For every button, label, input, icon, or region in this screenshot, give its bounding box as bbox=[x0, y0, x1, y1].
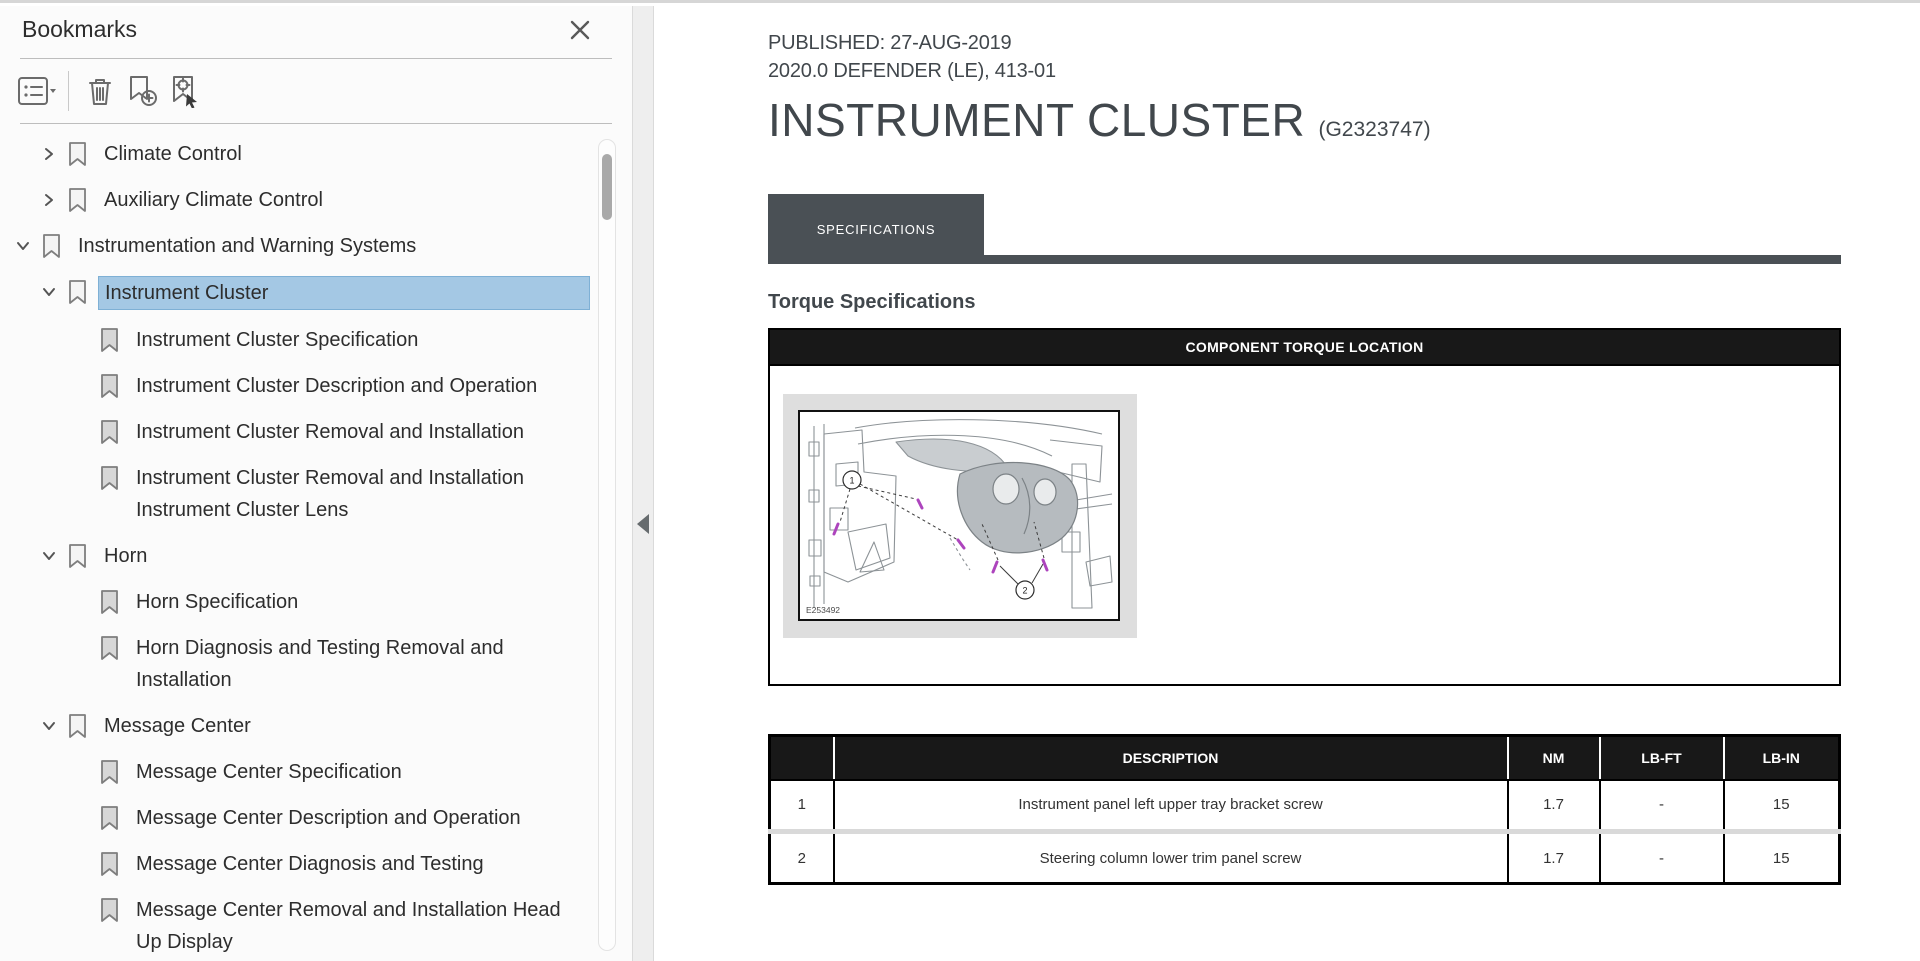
chevron-down-icon[interactable] bbox=[34, 710, 64, 742]
collapse-panel-icon[interactable] bbox=[637, 514, 649, 534]
bookmark-label: Message Center bbox=[104, 715, 251, 737]
model-line: 2020.0 DEFENDER (LE), 413-01 bbox=[768, 60, 1056, 82]
bookmark-icon bbox=[96, 894, 122, 926]
page-title-code: (G2323747) bbox=[1318, 118, 1431, 141]
bookmark-item[interactable] bbox=[0, 848, 632, 880]
bookmark-item[interactable] bbox=[0, 230, 632, 262]
bookmark-label: Climate Control bbox=[104, 143, 242, 165]
table-cell: 1 bbox=[770, 780, 834, 832]
torque-screws-1 bbox=[834, 500, 964, 548]
bookmark-item[interactable] bbox=[0, 324, 632, 356]
sidebar-scrollbar[interactable] bbox=[598, 139, 616, 951]
torque-location-illustration bbox=[798, 410, 1120, 621]
bookmark-label: Instrument Cluster Description and Operation bbox=[136, 375, 538, 397]
bookmark-item[interactable] bbox=[0, 138, 632, 170]
bookmark-label: Horn Specification bbox=[136, 591, 299, 613]
table-cell: 15 bbox=[1724, 780, 1840, 832]
sidebar-scrollbar-thumb[interactable] bbox=[602, 154, 612, 220]
bookmark-item[interactable] bbox=[0, 184, 632, 216]
bookmark-label: Horn bbox=[104, 545, 148, 567]
bookmark-label: Message Center Removal and Installation Head Up Display bbox=[136, 899, 561, 953]
table-header-cell: NM bbox=[1508, 736, 1600, 780]
chevron-right-icon[interactable] bbox=[34, 138, 64, 170]
table-header-cell: LB-IN bbox=[1724, 736, 1840, 780]
torque-spec-table bbox=[768, 734, 1841, 885]
toolbar-separator bbox=[68, 71, 69, 111]
bookmark-icon bbox=[96, 632, 122, 664]
component-torque-location-box bbox=[768, 328, 1841, 686]
bookmark-label: Instrument Cluster Removal and Installation bbox=[136, 421, 524, 443]
tab-bar bbox=[768, 194, 1841, 264]
bookmark-icon bbox=[96, 370, 122, 402]
bookmarks-toolbar bbox=[0, 59, 632, 123]
bookmark-label: Message Center Description and Operation bbox=[136, 807, 521, 829]
bookmarks-panel-title: Bookmarks bbox=[22, 16, 138, 42]
locate-bookmark-button[interactable] bbox=[163, 70, 205, 112]
bookmark-item[interactable] bbox=[0, 710, 632, 742]
close-icon[interactable] bbox=[566, 16, 594, 44]
bookmark-item[interactable] bbox=[0, 416, 632, 448]
callout-2-label: 2 bbox=[1022, 585, 1028, 596]
bookmark-item[interactable] bbox=[0, 802, 632, 834]
chevron-down-icon[interactable] bbox=[34, 540, 64, 572]
delete-bookmark-button[interactable] bbox=[79, 70, 121, 112]
table-header-cell bbox=[770, 736, 834, 780]
bookmark-item[interactable] bbox=[0, 632, 632, 696]
table-cell: 1.7 bbox=[1508, 832, 1600, 884]
panel-splitter[interactable] bbox=[632, 6, 654, 961]
bookmark-label: Instrument Cluster bbox=[98, 276, 590, 310]
trash-icon bbox=[85, 75, 115, 107]
figure-header: COMPONENT TORQUE LOCATION bbox=[770, 330, 1839, 366]
bookmark-icon bbox=[96, 324, 122, 356]
instrument-panel-line-art bbox=[800, 412, 1118, 619]
bookmarks-panel bbox=[0, 6, 632, 961]
bookmark-plus-icon bbox=[125, 74, 159, 108]
table-cell: Instrument panel left upper tray bracket screw bbox=[834, 780, 1508, 832]
add-bookmark-button[interactable] bbox=[121, 70, 163, 112]
bookmark-icon bbox=[38, 230, 64, 262]
bookmark-target-icon bbox=[167, 74, 201, 108]
bookmark-icon bbox=[96, 802, 122, 834]
bookmark-label: Message Center Diagnosis and Testing bbox=[136, 853, 484, 875]
bookmark-icon bbox=[64, 710, 90, 742]
bookmark-icon bbox=[64, 138, 90, 170]
bookmark-item[interactable] bbox=[0, 586, 632, 618]
bookmark-icon bbox=[96, 462, 122, 494]
torque-location-image[interactable] bbox=[783, 394, 1137, 638]
table-cell: - bbox=[1600, 780, 1724, 832]
document-pane bbox=[654, 6, 1917, 961]
bookmark-options-button[interactable] bbox=[16, 70, 58, 112]
bookmark-item[interactable] bbox=[0, 462, 632, 526]
bookmark-label: Horn Diagnosis and Testing Removal and Installation bbox=[136, 637, 504, 691]
bookmarks-tree bbox=[0, 124, 632, 958]
bookmark-icon bbox=[64, 540, 90, 572]
bookmark-item[interactable] bbox=[0, 540, 632, 572]
bookmark-icon bbox=[64, 276, 90, 308]
tab-specifications[interactable]: SPECIFICATIONS bbox=[768, 194, 984, 264]
bookmarks-header bbox=[0, 6, 632, 58]
figure-body bbox=[770, 366, 1839, 684]
bookmark-label: Message Center Specification bbox=[136, 761, 402, 783]
bookmark-label: Instrument Cluster Removal and Installation Instrument Cluster Lens bbox=[136, 467, 524, 521]
bookmark-label: Auxiliary Climate Control bbox=[104, 189, 323, 211]
chevron-down-icon[interactable] bbox=[8, 230, 38, 262]
page-title: INSTRUMENT CLUSTER (G2323747) bbox=[768, 94, 1431, 146]
bookmark-icon bbox=[96, 416, 122, 448]
bookmark-item[interactable] bbox=[0, 894, 632, 958]
table-cell: 1.7 bbox=[1508, 780, 1600, 832]
bookmark-icon bbox=[96, 848, 122, 880]
table-cell: Steering column lower trim panel screw bbox=[834, 832, 1508, 884]
dropdown-caret-icon bbox=[50, 89, 56, 93]
table-cell: 15 bbox=[1724, 832, 1840, 884]
bookmark-label: Instrumentation and Warning Systems bbox=[78, 235, 417, 257]
callout-1-label: 1 bbox=[849, 475, 855, 486]
bookmark-label: Instrument Cluster Specification bbox=[136, 329, 419, 351]
bookmark-icon bbox=[64, 184, 90, 216]
bookmark-item[interactable] bbox=[0, 276, 632, 310]
bookmark-item[interactable] bbox=[0, 756, 632, 788]
bookmark-icon bbox=[96, 586, 122, 618]
table-cell: - bbox=[1600, 832, 1724, 884]
table-row bbox=[770, 832, 1840, 884]
bookmark-item[interactable] bbox=[0, 370, 632, 402]
torque-table-header bbox=[770, 736, 1840, 780]
figure-image-label: E253492 bbox=[806, 605, 841, 615]
table-header-cell: DESCRIPTION bbox=[834, 736, 1508, 780]
table-row bbox=[770, 780, 1840, 832]
bookmark-icon bbox=[96, 756, 122, 788]
chevron-down-icon[interactable] bbox=[34, 276, 64, 308]
table-cell: 2 bbox=[770, 832, 834, 884]
published-date: PUBLISHED: 27-AUG-2019 bbox=[768, 32, 1012, 54]
chevron-right-icon[interactable] bbox=[34, 184, 64, 216]
table-header-cell: LB-FT bbox=[1600, 736, 1724, 780]
section-heading: Torque Specifications bbox=[768, 291, 976, 313]
